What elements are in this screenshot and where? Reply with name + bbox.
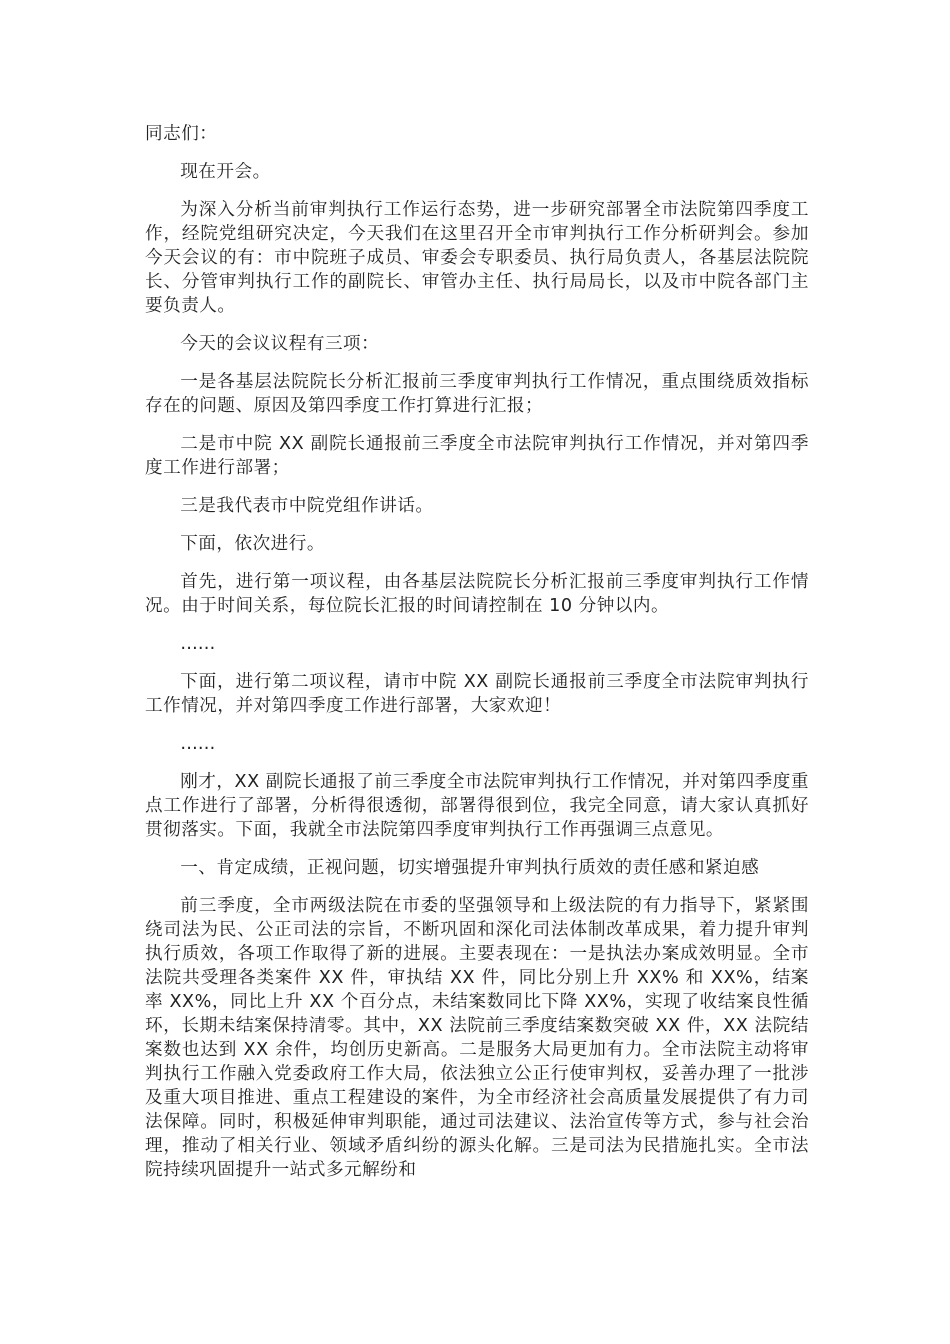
paragraph-agenda-item-3: 三是我代表市中院党组作讲话。 — [180, 496, 434, 516]
paragraph-agenda-item-1: 一是各基层法院院长分析汇报前三季度审判执行工作情况，重点围绕质效指标存在的问题、原因及第四季度工作打算进行汇报； — [145, 372, 809, 416]
document-body — [145, 122, 809, 1196]
paragraph-agenda-intro: 今天的会议议程有三项： — [180, 334, 380, 354]
paragraph-proceed: 下面，依次进行。 — [180, 534, 325, 554]
paragraph-achievements: 前三季度，全市两级法院在市委的坚强领导和上级法院的有力指导下，紧紧围绕司法为民、公正司法的宗旨，不断巩固和深化司法体制改革成果，着力提升审判执行质效，各项工作取得了新的进展。主要表现在：一是执法办案成效明显。全市法院共受理各类案件 XX 件，审执结 XX 件，同比分别上升 XX% 和 XX%，结案率 XX%，同比上升 XX 个百分点，未结案数同比下降 XX%，实现了收结案良性循环，长期未结案保持清零。其中，XX 法院前三季度结案数突破 XX 件，XX 法院结案数也达到 XX 余件，均创历史新高。二是服务大局更加有力。全市法院主动将审判执行工作融入党委政府工作大局，依法独立公正行使审判权，妥善办理了一批涉及重大项目推进、重点工程建设的案件，为全市经济社会高质量发展提供了有力司法保障。同时，积极延伸审判职能，通过司法建议、法治宣传等方式，参与社会治理，推动了相关行业、领域矛盾纠纷的源头化解。三是司法为民措施扎实。全市法院持续巩固提升一站式多元解纷和 — [145, 896, 809, 1180]
paragraph-agenda-item-2: 二是市中院 XX 副院长通报前三季度全市法院审判执行工作情况，并对第四季度工作进行部署； — [145, 434, 809, 478]
paragraph-opening: 现在开会。 — [180, 162, 271, 182]
paragraph-remarks: 刚才，XX 副院长通报了前三季度全市法院审判执行工作情况，并对第四季度重点工作进行了部署，分析得很透彻，部署得很到位，我完全同意，请大家认真抓好贯彻落实。下面，我就全市法院第四季度审判执行工作再强调三点意见。 — [145, 772, 809, 840]
paragraph-purpose: 为深入分析当前审判执行工作运行态势，进一步研究部署全市法院第四季度工作，经院党组研究决定，今天我们在这里召开全市审判执行工作分析研判会。参加今天会议的有：市中院班子成员、审委会专职委员、执行局负责人，各基层法院院长、分管审判执行工作的副院长、审管办主任、执行局局长，以及市中院各部门主要负责人。 — [145, 200, 809, 316]
greeting: 同志们： — [145, 124, 218, 144]
ellipsis-1: …… — [180, 634, 216, 654]
paragraph-first-item: 首先，进行第一项议程，由各基层法院院长分析汇报前三季度审判执行工作情况。由于时间关系，每位院长汇报的时间请控制在 10 分钟以内。 — [145, 572, 809, 616]
ellipsis-2: …… — [180, 734, 216, 754]
paragraph-second-item: 下面，进行第二项议程，请市中院 XX 副院长通报前三季度全市法院审判执行工作情况，并对第四季度工作进行部署，大家欢迎！ — [145, 672, 809, 716]
section-heading-1: 一、肯定成绩，正视问题，切实增强提升审判执行质效的责任感和紧迫感 — [180, 858, 760, 878]
